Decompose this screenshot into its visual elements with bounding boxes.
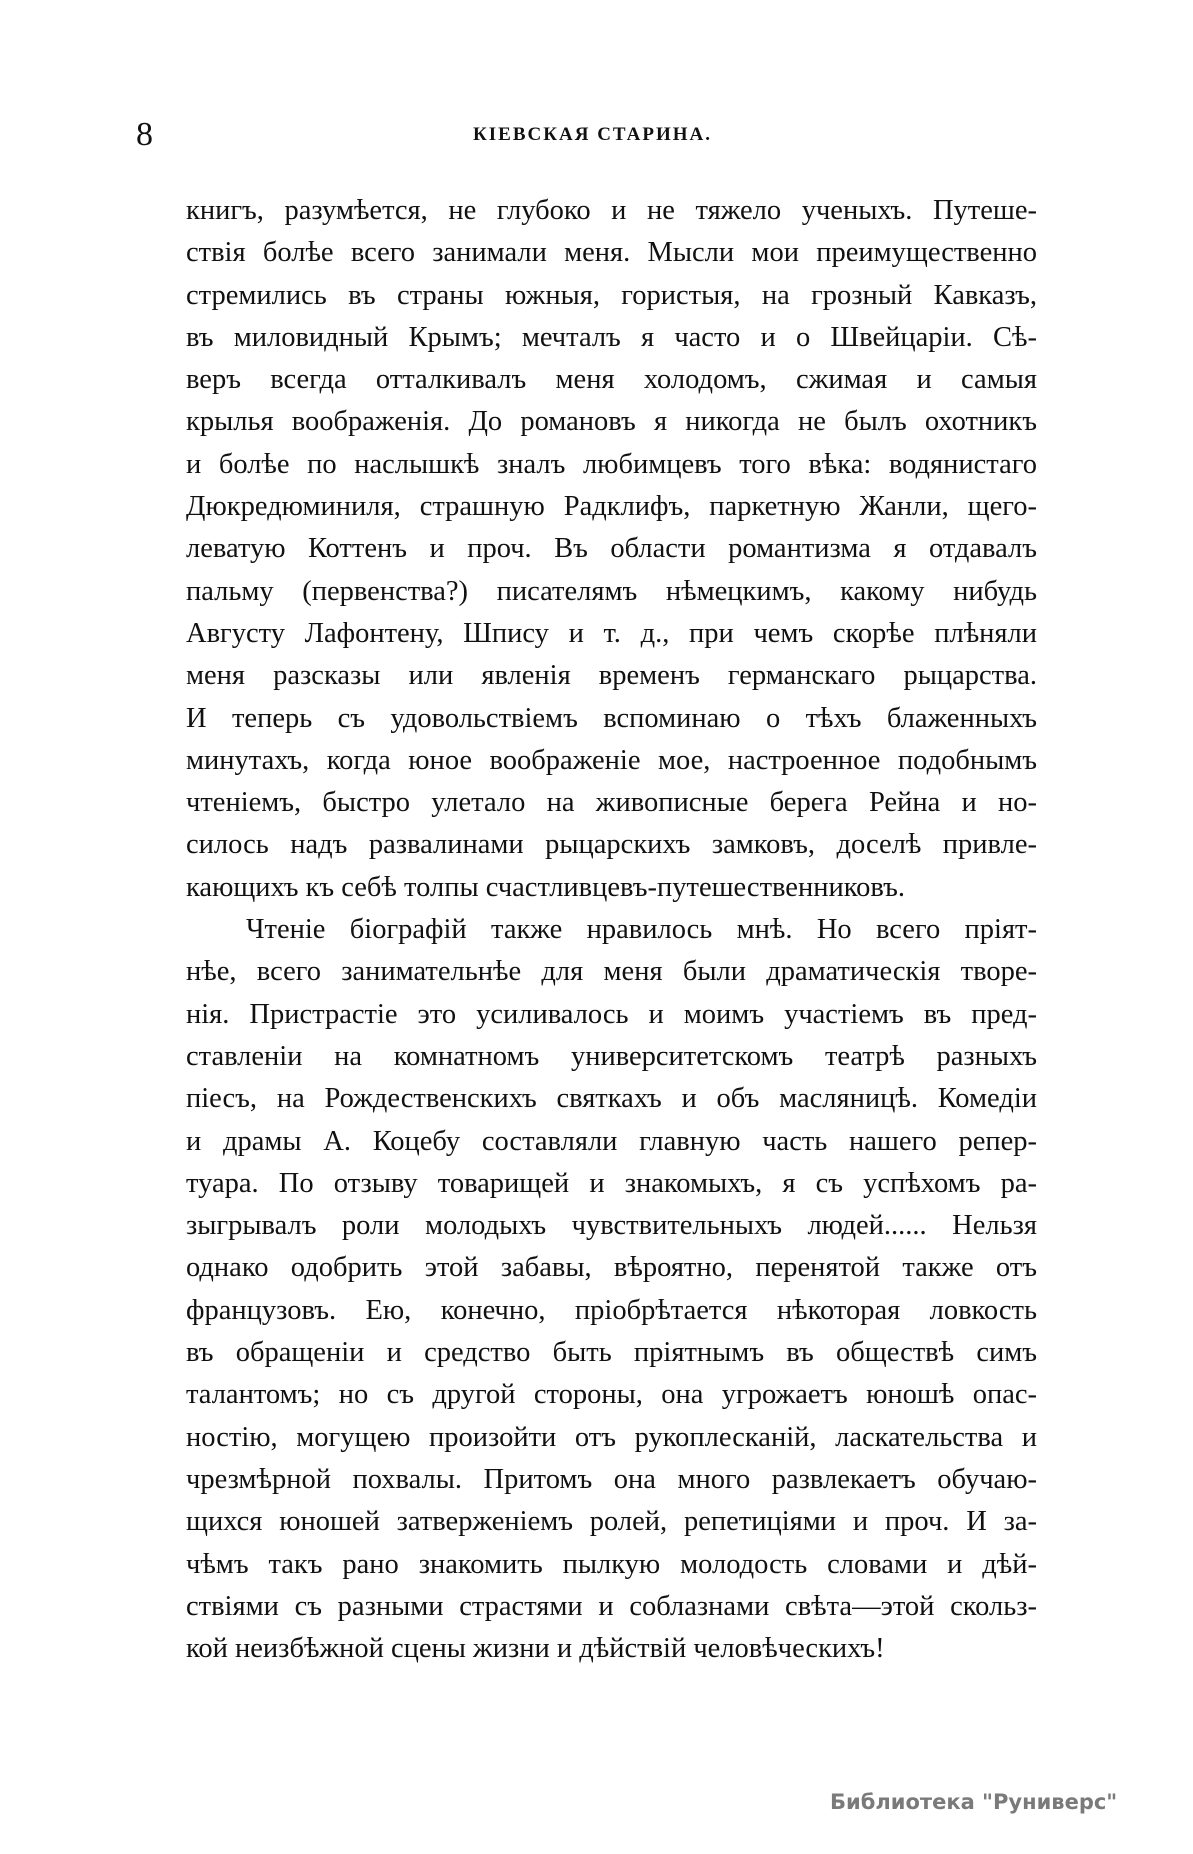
text-line: въ миловидный Крымъ; мечталъ я часто и о Швейцаріи. Сѣ- <box>186 321 1037 353</box>
text-line: Августу Лафонтену, Шпису и т. д., при чемъ скорѣе плѣняли <box>186 617 1037 649</box>
text-line: книгъ, разумѣется, не глубоко и не тяжело ученыхъ. Путеше- <box>186 195 1037 226</box>
text-line: чтеніемъ, быстро улетало на живописные берега Рейна и но- <box>186 787 1037 819</box>
text-line: и драмы А. Коцебу составляли главную часть нашего репер- <box>186 1125 1037 1157</box>
text-line: ствія болѣе всего занимали меня. Мысли мои преимущественно <box>186 237 1037 269</box>
text-line: И теперь съ удовольствіемъ вспоминаю о тѣхъ блаженныхъ <box>186 702 1037 734</box>
text-line: французовъ. Ею, конечно, пріобрѣтается нѣкоторая ловкость <box>186 1294 1037 1326</box>
watermark: Библиотека "Руниверс" <box>830 1790 1118 1814</box>
text-line: пальму (первенства?) писателямъ нѣмецкимъ, какому нибудь <box>186 575 1037 607</box>
text-line: нія. Пристрастіе это усиливалось и моимъ участіемъ въ пред- <box>186 998 1037 1030</box>
text-line: зыгрывалъ роли молодыхъ чувствительныхъ людей...... Нельзя <box>186 1210 1037 1242</box>
paragraph <box>186 190 1037 909</box>
text-line: ставленіи на комнатномъ университетскомъ театрѣ разныхъ <box>186 1040 1037 1072</box>
text-line: Чтеніе біографій также нравилось мнѣ. Но всего пріят- <box>246 914 1037 946</box>
paragraph <box>186 909 1037 1670</box>
text-line: стремились въ страны южныя, гористыя, на грозный Кавказъ, <box>186 279 1037 311</box>
text-line: кой неизбѣжной сцены жизни и дѣйствій человѣческихъ! <box>186 1633 885 1665</box>
text-line: Дюкредюминиля, страшную Радклифъ, паркетную Жанли, щего- <box>186 491 1037 523</box>
text-line: нѣе, всего занимательнѣе для меня были драматическія творе- <box>186 956 1037 988</box>
text-line: ствіями съ разными страстями и соблазнами свѣта—этой скольз- <box>186 1590 1037 1622</box>
text-line: талантомъ; но съ другой стороны, она угрожаетъ юношѣ опас- <box>186 1379 1037 1411</box>
text-line: піесъ, на Рождественскихъ святкахъ и объ масляницѣ. Комедіи <box>186 1083 1037 1115</box>
text-line: меня разсказы или явленія временъ германскаго рыцарства. <box>186 660 1037 692</box>
page-number: 8 <box>136 116 153 153</box>
text-line: и болѣе по наслышкѣ зналъ любимцевъ того вѣка: водянистаго <box>186 448 1037 480</box>
text-line: кающихъ къ себѣ толпы счастливцевъ-путешественниковъ. <box>186 871 905 903</box>
text-line: веръ всегда отталкивалъ меня холодомъ, сжимая и самыя <box>186 364 1037 396</box>
text-line: леватую Коттенъ и проч. Въ области романтизма я отдавалъ <box>186 533 1037 565</box>
text-line: въ обращеніи и средство быть пріятнымъ въ обществѣ симъ <box>186 1337 1037 1369</box>
text-line: чрезмѣрной похвалы. Притомъ она много развлекаетъ обучаю- <box>186 1463 1037 1495</box>
text-line: чѣмъ такъ рано знакомить пылкую молодость словами и дѣй- <box>186 1548 1037 1580</box>
running-head: КІЕВСКАЯ СТАРИНА. <box>472 124 712 145</box>
text-line: минутахъ, когда юное воображеніе мое, настроенное подобнымъ <box>186 744 1037 776</box>
text-line: туара. По отзыву товарищей и знакомыхъ, я съ успѣхомъ ра- <box>186 1167 1037 1199</box>
text-line: однако одобрить этой забавы, вѣроятно, перенятой также отъ <box>186 1252 1037 1284</box>
text-line: ностію, могущею произойти отъ рукоплесканій, ласкательства и <box>186 1421 1037 1453</box>
body-text <box>186 190 1037 1670</box>
text-line: крылья воображенія. До романовъ я никогда не былъ охотникъ <box>186 406 1037 438</box>
text-line: силось надъ развалинами рыцарскихъ замковъ, доселѣ привле- <box>186 829 1037 861</box>
text-line: щихся юношей затверженіемъ ролей, репетиціями и проч. И за- <box>186 1506 1037 1538</box>
